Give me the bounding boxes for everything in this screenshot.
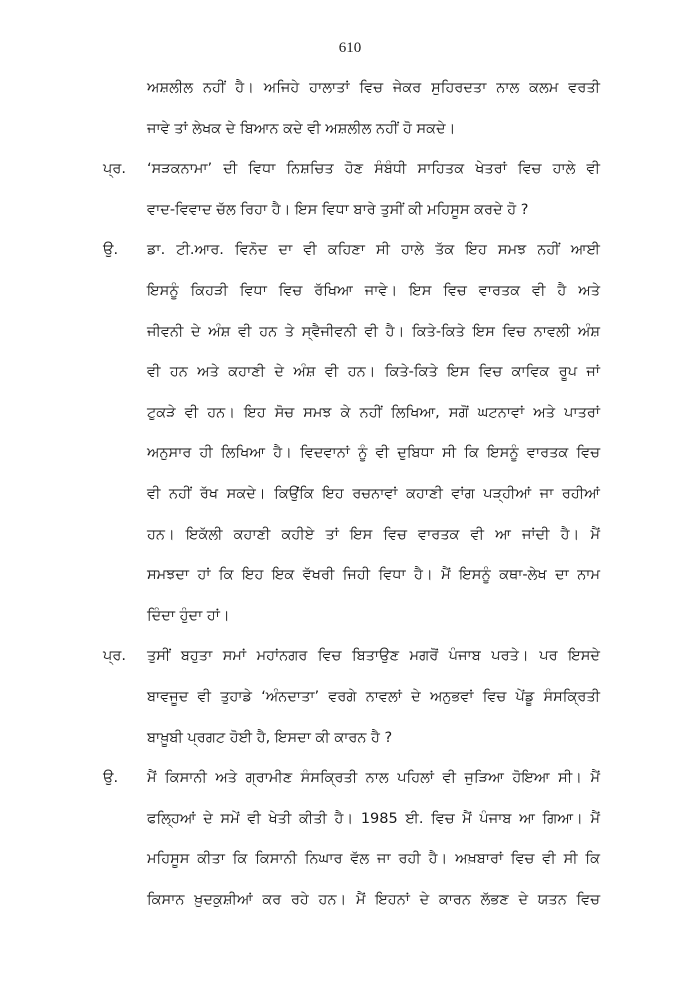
text-line: ਇਸਨੂੰ ਕਿਹੜੀ ਵਿਧਾ ਵਿਚ ਰੱਖਿਆ ਜਾਵੇ। ਇਸ ਵਿਚ ਵਾਰਤਕ ਵੀ ਹੈ ਅਤੇ [147, 282, 600, 299]
text-line: ਜੀਵਨੀ ਦੇ ਅੰਸ਼ ਵੀ ਹਨ ਤੇ ਸ੍ਵੈਜੀਵਨੀ ਵੀ ਹੈ। ਕਿਤੇ-ਕਿਤੇ ਇਸ ਵਿਚ ਨਾਵਲੀ ਅੰਸ਼ [147, 323, 600, 340]
text-line: ‘ਸੜਕਨਾਮਾ’ ਦੀ ਵਿਧਾ ਨਿਸ਼ਚਿਤ ਹੋਣ ਸੰਬੰਧੀ ਸਾਹਿਤਕ ਖੇਤਰਾਂ ਵਿਚ ਹਾਲੇ ਵੀ [147, 161, 600, 178]
text-line: ਮੈਂ ਕਿਸਾਨੀ ਅਤੇ ਗ੍ਰਾਮੀਣ ਸੰਸਕ੍ਰਿਤੀ ਨਾਲ ਪਹਿਲਾਂ ਵੀ ਜੁੜਿਆ ਹੋਇਆ ਸੀ। ਮੈਂ [147, 770, 600, 787]
text-line: ਵਾਦ-ਵਿਵਾਦ ਚੱਲ ਰਿਹਾ ਹੈ। ਇਸ ਵਿਧਾ ਬਾਰੇ ਤੁਸੀਂ ਕੀ ਮਹਿਸੂਸ ਕਰਦੇ ਹੋ ? [147, 201, 529, 218]
text-line: ਸਮਝਦਾ ਹਾਂ ਕਿ ਇਹ ਇਕ ਵੱਖਰੀ ਜਿਹੀ ਵਿਧਾ ਹੈ। ਮੈਂ ਇਸਨੂੰ ਕਥਾ-ਲੇਖ ਦਾ ਨਾਮ [147, 567, 600, 584]
text-line: ਮਹਿਸੂਸ ਕੀਤਾ ਕਿ ਕਿਸਾਨੀ ਨਿਘਾਰ ਵੱਲ ਜਾ ਰਹੀ ਹੈ। ਅਖ਼ਬਾਰਾਂ ਵਿਚ ਵੀ ਸੀ ਕਿ [147, 851, 600, 868]
text-line: ਹਨ। ਇਕੱਲੀ ਕਹਾਣੀ ਕਹੀਏ ਤਾਂ ਇਸ ਵਿਚ ਵਾਰਤਕ ਵੀ ਆ ਜਾਂਦੀ ਹੈ। ਮੈਂ [147, 526, 600, 543]
question-label: ਪ੍ਰ. [103, 161, 126, 178]
text-line: ਕਿਸਾਨ ਖ਼ੁਦਕੁਸ਼ੀਆਂ ਕਰ ਰਹੇ ਹਨ। ਮੈਂ ਇਹਨਾਂ ਦੇ ਕਾਰਨ ਲੱਭਣ ਦੇ ਯਤਨ ਵਿਚ [147, 891, 600, 908]
question-paragraph [103, 636, 600, 758]
answer-label: ਉ. [103, 770, 119, 787]
text-line: ਡਾ. ਟੀ.ਆਰ. ਵਿਨੋਦ ਦਾ ਵੀ ਕਹਿਣਾ ਸੀ ਹਾਲੇ ਤੱਕ ਇਹ ਸਮਝ ਨਹੀਂ ਆਈ [147, 242, 600, 259]
page-number: 610 [338, 40, 362, 56]
text-line: ਬਾਵਜੂਦ ਵੀ ਤੁਹਾਡੇ ‘ਅੰਨਦਾਤਾ’ ਵਰਗੇ ਨਾਵਲਾਂ ਦੇ ਅਨੁਭਵਾਂ ਵਿਚ ਪੇਂਡੂ ਸੰਸਕ੍ਰਿਤੀ [147, 688, 600, 705]
continuation-paragraph [103, 68, 600, 149]
text-line: ਅਨੁਸਾਰ ਹੀ ਲਿਖਿਆ ਹੈ। ਵਿਦਵਾਨਾਂ ਨੂੰ ਵੀ ਦੁਬਿਧਾ ਸੀ ਕਿ ਇਸਨੂੰ ਵਾਰਤਕ ਵਿਚ [147, 445, 600, 462]
answer-paragraph [103, 230, 600, 636]
text-line: ਜਾਵੇ ਤਾਂ ਲੇਖਕ ਦੇ ਬਿਆਨ ਕਦੇ ਵੀ ਅਸ਼ਲੀਲ ਨਹੀਂ ਹੋ ਸਕਦੇ। [147, 120, 456, 137]
answer-label: ਉ. [103, 242, 119, 259]
document-body [103, 68, 600, 920]
answer-paragraph [103, 758, 600, 920]
text-line: ਵੀ ਹਨ ਅਤੇ ਕਹਾਣੀ ਦੇ ਅੰਸ਼ ਵੀ ਹਨ। ਕਿਤੇ-ਕਿਤੇ ਇਸ ਵਿਚ ਕਾਵਿਕ ਰੂਪ ਜਾਂ [147, 364, 600, 381]
text-line: ਫਲ੍ਹਿਆਂ ਦੇ ਸਮੇਂ ਵੀ ਖੇਤੀ ਕੀਤੀ ਹੈ। 1985 ਈ. ਵਿਚ ਮੈਂ ਪੰਜਾਬ ਆ ਗਿਆ। ਮੈਂ [147, 810, 600, 827]
text-line: ਅਸ਼ਲੀਲ ਨਹੀਂ ਹੈ। ਅਜਿਹੇ ਹਾਲਾਤਾਂ ਵਿਚ ਜੇਕਰ ਸੁਹਿਰਦਤਾ ਨਾਲ ਕਲਮ ਵਰਤੀ [147, 80, 600, 96]
text-line: ਵੀ ਨਹੀਂ ਰੱਖ ਸਕਦੇ। ਕਿਉਂਕਿ ਇਹ ਰਚਨਾਵਾਂ ਕਹਾਣੀ ਵਾਂਗ ਪੜ੍ਹੀਆਂ ਜਾ ਰਹੀਆਂ [147, 485, 600, 502]
text-line: ਤੁਸੀਂ ਬਹੁਤਾ ਸਮਾਂ ਮਹਾਂਨਗਰ ਵਿਚ ਬਿਤਾਉਣ ਮਗਰੋਂ ਪੰਜਾਬ ਪਰਤੇ। ਪਰ ਇਸਦੇ [147, 648, 600, 665]
text-line: ਬਾਖ਼ੂਬੀ ਪ੍ਰਗਟ ਹੋਈ ਹੈ, ਇਸਦਾ ਕੀ ਕਾਰਨ ਹੈ ? [147, 729, 393, 746]
text-line: ਦਿੰਦਾ ਹੁੰਦਾ ਹਾਂ। [147, 607, 230, 624]
text-line: ਟੁਕੜੇ ਵੀ ਹਨ। ਇਹ ਸੋਚ ਸਮਝ ਕੇ ਨਹੀਂ ਲਿਖਿਆ, ਸਗੋਂ ਘਟਨਾਵਾਂ ਅਤੇ ਪਾਤਰਾਂ [147, 404, 600, 421]
question-label: ਪ੍ਰ. [103, 648, 126, 665]
question-paragraph [103, 149, 600, 230]
